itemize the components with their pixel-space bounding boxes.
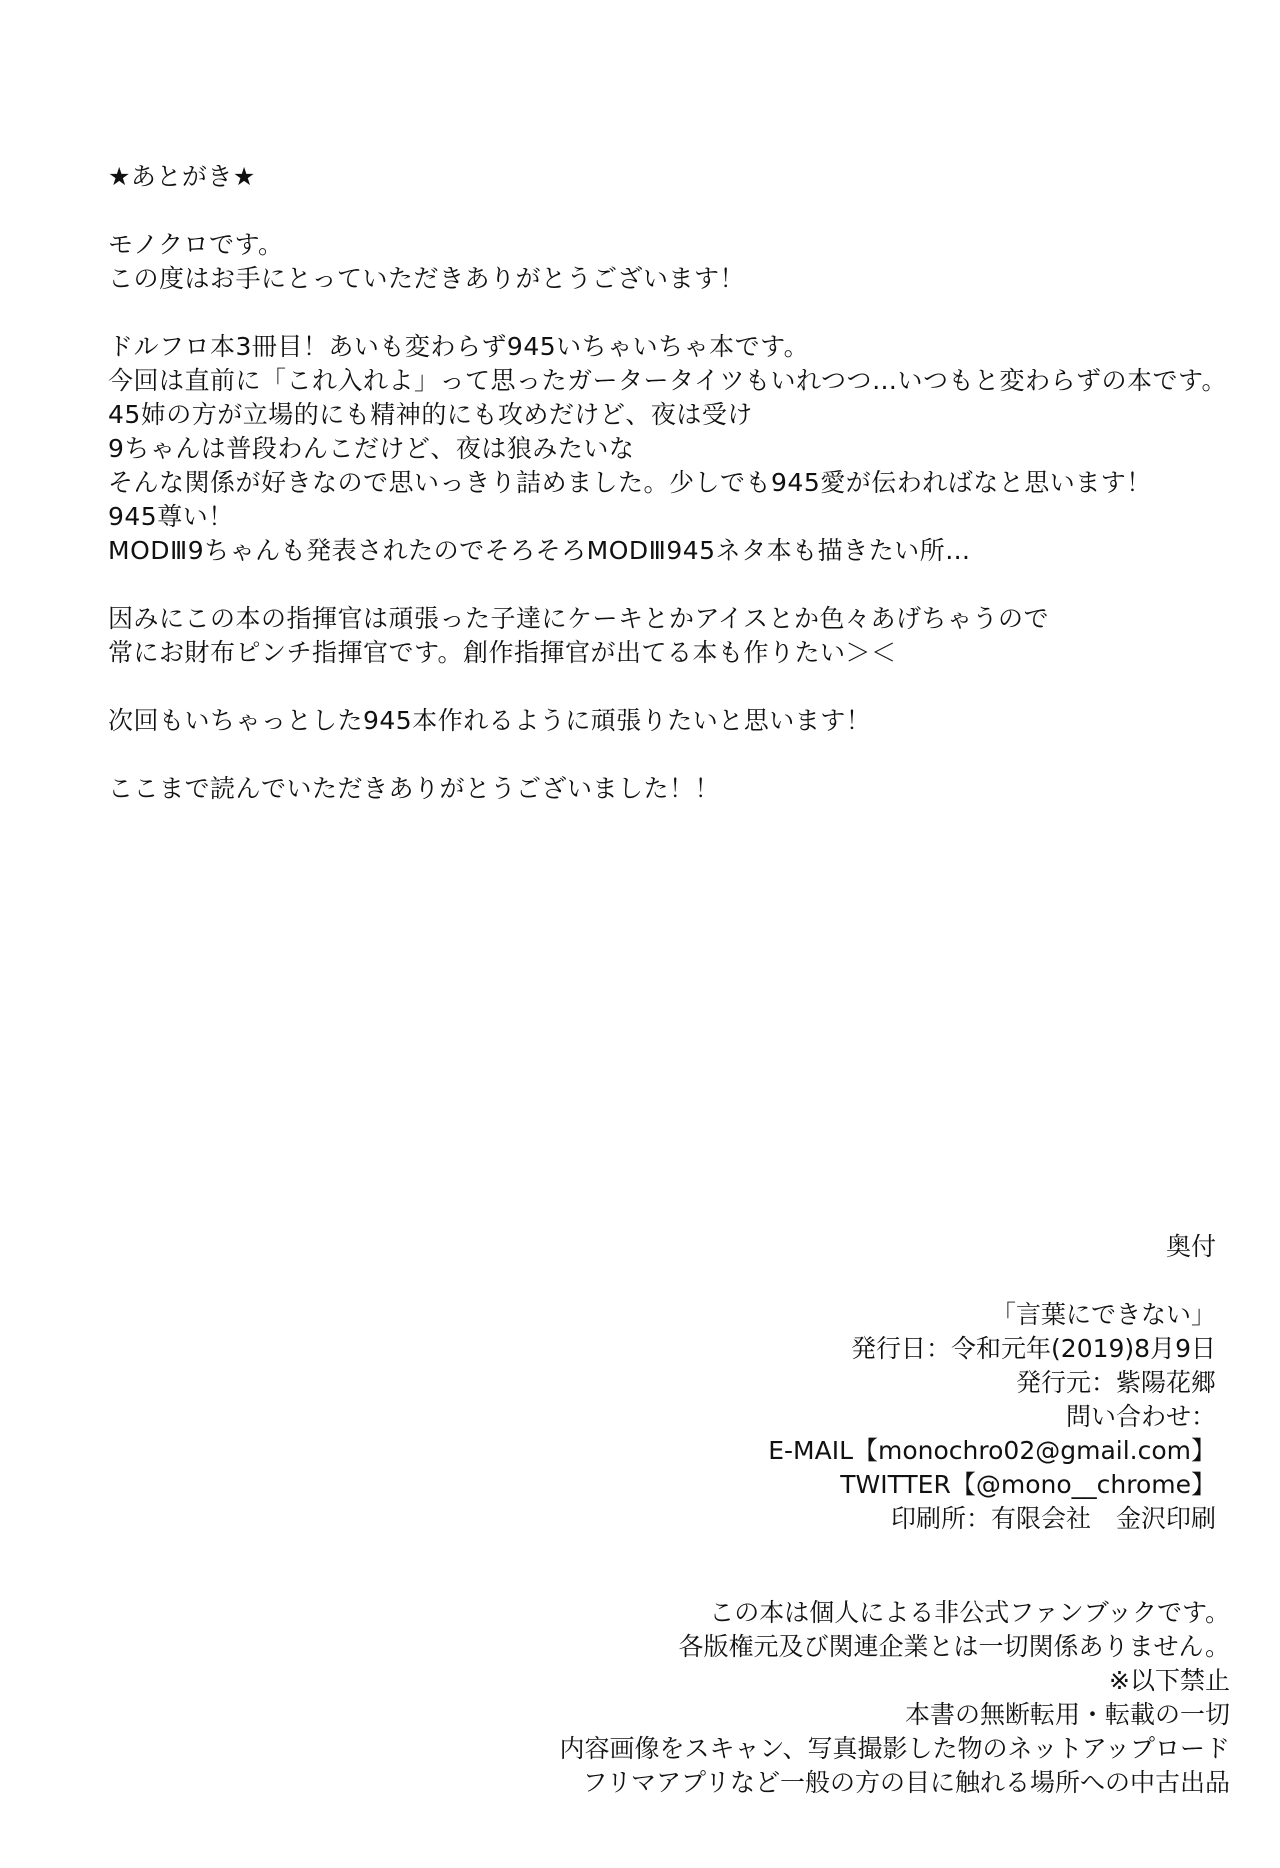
afterword-line: この度はお手にとっていただきありがとうございます！: [108, 264, 746, 293]
disclaimer-line: ※以下禁止: [1109, 1666, 1230, 1695]
afterword-line: 今回は直前に「これ入れよ」って思ったガータータイツもいれつつ…いつもと変わらずの本です。: [108, 366, 1228, 395]
contact-label: 問い合わせ：: [1065, 1402, 1216, 1431]
paragraph-gap: [108, 296, 1208, 330]
publisher: 発行元：紫陽花郷: [1015, 1368, 1216, 1397]
afterword-line: 次回もいちゃっとした945本作れるように頑張りたいと思います！: [108, 706, 872, 735]
colophon-section: [416, 1230, 1216, 1536]
contact-email: E-MAIL【monochro02@gmail.com】: [768, 1436, 1216, 1465]
paragraph-gap: [108, 738, 1208, 772]
publish-date: 発行日：令和元年(2019)8月9日: [851, 1334, 1216, 1363]
afterword-section: [108, 160, 1228, 806]
printer: 印刷所：有限会社 金沢印刷: [890, 1504, 1216, 1533]
afterword-line: モノクロです。: [108, 230, 284, 259]
afterword-line: 常にお財布ピンチ指揮官です。創作指揮官が出てる本も作りたい＞＜: [108, 638, 897, 667]
afterword-line: MODⅢ9ちゃんも発表されたのでそろそろMODⅢ945ネタ本も描きたい所…: [108, 536, 971, 565]
afterword-line: ドルフロ本3冊目！あいも変わらず945いちゃいちゃ本です。: [108, 332, 810, 361]
afterword-closing: ここまで読んでいただきありがとうございました！！: [108, 774, 721, 803]
afterword-line: 9ちゃんは普段わんこだけど、夜は狼みたいな: [108, 434, 635, 463]
paragraph-gap: [108, 670, 1208, 704]
paragraph-gap: [108, 568, 1208, 602]
disclaimer-line: フリマアプリなど一般の方の目に触れる場所への中古出品: [582, 1768, 1230, 1797]
contact-twitter: TWITTER【@mono__chrome】: [840, 1470, 1216, 1499]
disclaimer-line: この本は個人による非公式ファンブックです。: [709, 1598, 1230, 1627]
paragraph-gap: [108, 194, 1208, 228]
disclaimer-section: [330, 1596, 1230, 1800]
book-title: 「言葉にできない」: [990, 1300, 1216, 1329]
afterword-line: 945尊い！: [108, 502, 234, 531]
colophon-heading: 奥付: [1165, 1232, 1216, 1261]
afterword-title: ★あとがき★: [108, 162, 256, 191]
afterword-line: 因みにこの本の指揮官は頑張った子達にケーキとかアイスとか色々あげちゃうので: [108, 604, 1050, 633]
disclaimer-line: 内容画像をスキャン、写真撮影した物のネットアップロード: [559, 1734, 1230, 1763]
disclaimer-line: 各版権元及び関連企業とは一切関係ありません。: [678, 1632, 1230, 1661]
disclaimer-line: 本書の無断転用・転載の一切: [904, 1700, 1230, 1729]
afterword-line: 45姉の方が立場的にも精神的にも攻めだけど、夜は受け: [108, 400, 753, 429]
afterword-line: そんな関係が好きなので思いっきり詰めました。少しでも945愛が伝わればなと思います！: [108, 468, 1152, 497]
